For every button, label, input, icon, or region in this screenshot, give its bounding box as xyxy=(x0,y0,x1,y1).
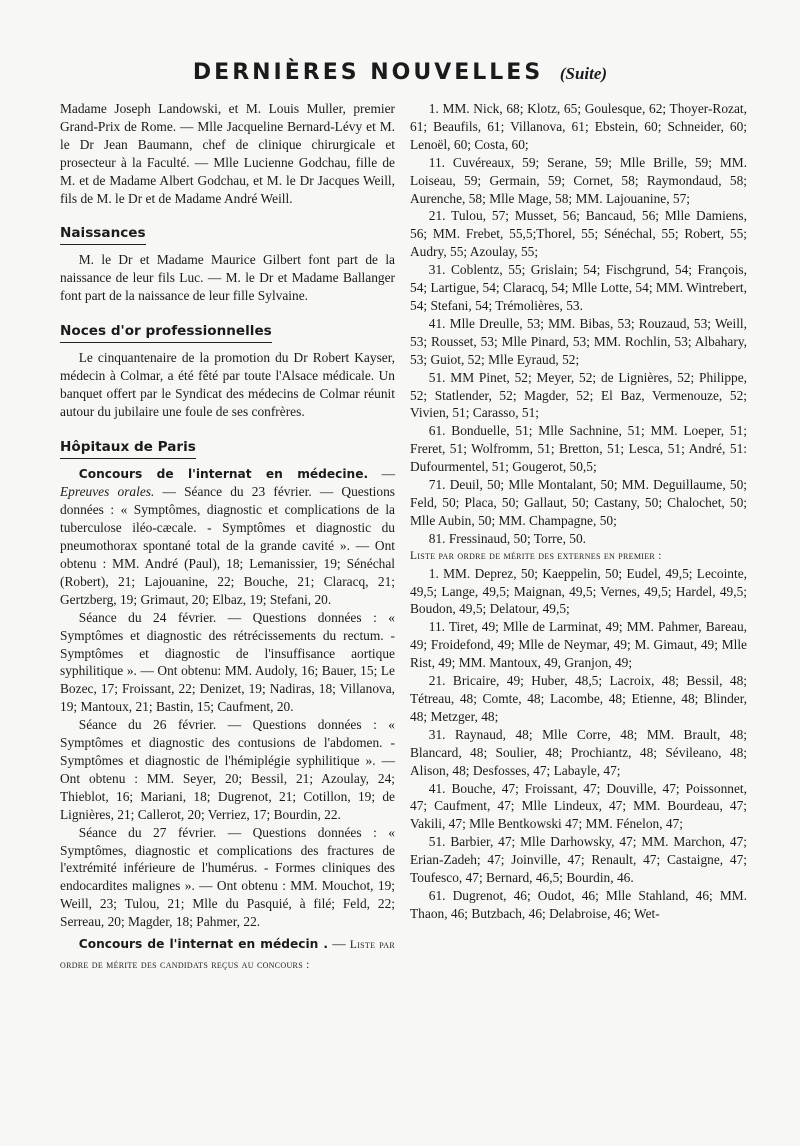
concours2-list-heading: Liste par ordre de mérite des candidats reçus au concours : xyxy=(60,939,395,971)
externes-row: 11. Tiret, 49; Mlle de Larminat, 49; MM. Pahmer, Bareau, 49; Froidefond, 49; Mlle de Neymar, 49; M. Gimaut, 49; Mlle Rist, 49; MM. Mantoux, 49, Granjon, 49; xyxy=(410,619,747,671)
title-suite: (Suite) xyxy=(559,64,608,83)
internes-row: 81. Fressinaud, 50; Torre, 50. xyxy=(428,530,587,546)
concours-dash: — xyxy=(368,465,395,481)
externes-row: 31. Raynaud, 48; Mlle Corre, 48; MM. Brault, 48; Blancard, 48; Soulier, 48; Prochiantz, 48; Sévileano, 48; Alison, 48; Desfosses, 47; Labayle, 47; xyxy=(410,726,747,778)
intro-paragraph: Madame Joseph Landowski, et M. Louis Muller, premier Grand-Prix de Rome. — Mlle Jacqueline Bernard-Lévy et M. le Dr Jean Baumann, chef de clinique chirurgicale et prosecteur à la Faculté. — Mlle Lucienne Godchau, fille de M. et de Madame Albert Godchau, et M. le Dr Jacques Weill, fils de M. le Dr et de Madame André Weill. xyxy=(60,101,395,206)
seance-24-paragraph: Séance du 24 février. — Questions données : « Symptômes et diagnostic des rétrécissements du rectum. - Symptômes et diagnostic de l'insuffisance aortique syphilitique ». — Ont obtenu: MM. Audoly, 16; Bauer, 15; Le Bozec, 17; Froissant, 22; Denizet, 19; Nadiras, 18; Villanova, 19; Mantoux, 21; Bastin, 15; Caufment, 20. xyxy=(60,609,395,715)
concours-paragraph xyxy=(60,465,395,609)
concours-italic: Epreuves orales. xyxy=(60,484,155,500)
seance-26-paragraph: Séance du 26 février. — Questions données : « Symptômes et diagnostic des contusions de l'abdomen. - Symptômes et diagnostic de l'hémiplégie syphilitique ». — Ont obtenu : MM. Seyer, 20; Bessil, 21; Azoulay, 24; Thieblot, 16; Mariani, 18; Dugrenot, 21; Cotillon, 19; de Lignières, 21; Callerot, 20; Verriez, 17; Bourdin, 22. xyxy=(60,717,395,822)
internes-row: 41. Mlle Dreulle, 53; MM. Bibas, 53; Rouzaud, 53; Weill, 53; Rousset, 53; Mlle Pinard, 53; MM. Rochlin, 53; Albahary, 53; Guiot, 52; Mlle Eyraud, 52; xyxy=(410,315,747,367)
page-title xyxy=(0,60,800,85)
externes-heading: Liste par ordre de mérite des externes en premier : xyxy=(410,549,662,562)
naissances-heading: Naissances xyxy=(60,225,146,245)
seance-27-paragraph: Séance du 27 février. — Questions données : « Symptômes, diagnostic et complications des fractures de l'extrémité inférieure de l'humérus. - Formes cliniques des endocardites malignes ». — Ont obtenu : MM. Mouchot, 19; Weill, 23; Tulou, 21; Mlle du Pasquié, à filé; Feld, 22; Serreau, 20; Magder, 18; Pahmer, 22. xyxy=(60,824,395,930)
externes-row: 41. Bouche, 47; Froissant, 47; Douville, 47; Poissonnet, 47; Caufment, 47; Mlle Lindeux, 47; MM. Bourdeau, 47; Vakili, 47; Mlle Bentkowski 47; MM. Fénelon, 47; xyxy=(410,780,747,832)
internes-row: 1. MM. Nick, 68; Klotz, 65; Goulesque, 62; Thoyer-Rozat, 61; Beaufils, 61; Villanova, 61; Ebstein, 60; Schneider, 60; Lenoël, 60; Costa, 60; xyxy=(410,101,747,152)
concours2-title: Concours de l'internat en médecin . xyxy=(78,937,329,952)
title-text: DERNIÈRES NOUVELLES xyxy=(192,60,544,85)
noces-heading: Noces d'or professionnelles xyxy=(60,323,272,343)
concours-title: Concours de l'internat en médecine. xyxy=(78,466,369,481)
right-column xyxy=(410,100,747,923)
externes-row: 51. Barbier, 47; Mlle Darhowsky, 47; MM. Marchon, 47; Erian-Zadeh; 47; Joinville, 47; Renault, 47; Castaigne, 47; Toufesco, 47; Bernard, 46,5; Bourdin, 46. xyxy=(410,834,747,886)
hopitaux-heading: Hôpitaux de Paris xyxy=(60,439,196,459)
concours2-paragraph xyxy=(60,935,395,975)
internes-row: 61. Bonduelle, 51; Mlle Sachnine, 51; MM. Loeper, 51; Freret, 51; Wolfromm, 51; Bretton, 51; Lesca, 51; André, 51: Dufourmentel, 51; Gougerot, 50,5; xyxy=(410,423,747,475)
internes-row: 71. Deuil, 50; Mlle Montalant, 50; MM. Deguillaume, 50; Feld, 50; Placa, 50; Gallaut, 50; Castany, 50; Chalochet, 50; Mlle Aubin, 50; MM. Champagne, 50; xyxy=(410,477,747,528)
concours-text: — Séance du 23 février. — Questions données : « Symptômes, diagnostic et complications de la tuberculose iléo-cæcale. - Symptômes et diagnostic du pneumothorax spontané total de la grande cavité ». — Ont obtenu : MM. André (Paul), 18; Lemanissier, 19; Sénéchal (Robert), 21; Lajouanine, 22; Bouche, 21; Claracq, 21; Gertzberg, 19; Grimaut, 20; Elbaz, 19; Stefani, 20. xyxy=(60,484,395,607)
noces-paragraph: Le cinquantenaire de la promotion du Dr Robert Kayser, médecin à Colmar, a été fêté par toute l'Alsace médicale. Un banquet offert par le Syndicat des médecins de Colmar réunit autour du jubilaire une foule de ses confrères. xyxy=(60,349,395,419)
externes-row: 1. MM. Deprez, 50; Kaeppelin, 50; Eudel, 49,5; Lecointe, 49,5; Lange, 49,5; Maignan, 49,5; Vernes, 49,5; Hardel, 49,5; Boudon, 49,5; Delatour, 49,5; xyxy=(410,565,747,617)
concours2-dash: — xyxy=(328,936,350,952)
internes-row: 21. Tulou, 57; Musset, 56; Bancaud, 56; Mlle Damiens, 56; MM. Frebet, 55,5;Thorel, 55; Sénéchal, 55; Robert, 55; Audry, 55; Azoulay, 55; xyxy=(410,208,747,260)
externes-row: 21. Bricaire, 49; Huber, 48,5; Lacroix, 48; Bessil, 48; Tétreau, 48; Comte, 48; Lacombe, 48; Etienne, 48; Blinder, 48; Metzger, 48; xyxy=(410,673,747,724)
naissances-paragraph: M. le Dr et Madame Maurice Gilbert font part de la naissance de leur fils Luc. — M. le Dr et Madame Ballanger font part de la naissance de leur fille Sylvaine. xyxy=(60,252,395,304)
externes-row: 61. Dugrenot, 46; Oudot, 46; Mlle Stahland, 46; MM. Thaon, 46; Butzbach, 46; Delabroise, 46; Wet- xyxy=(410,887,747,921)
internes-row: 51. MM Pinet, 52; Meyer, 52; de Lignières, 52; Philippe, 52; Statlender, 52; Magder, 52; El Baz, Vermenouze, 52; Vivien, 51; Carasso, 51; xyxy=(410,369,747,421)
internes-row: 11. Cuvéreaux, 59; Serane, 59; Mlle Brille, 59; MM. Loiseau, 59; Germain, 59; Cornet, 58; Raymondaud, 58; Aurenche, 58; Mlle Mage, 58; MM. Lajouanine, 57; xyxy=(410,154,747,206)
internes-row: 31. Coblentz, 55; Grislain; 54; Fischgrund, 54; François, 54; Lartigue, 54; Claracq, 54; Mlle Lotte, 54; MM. Wintrebert, 54; Stefani, 54; Trémolières, 53. xyxy=(410,262,747,313)
left-column xyxy=(60,100,395,975)
